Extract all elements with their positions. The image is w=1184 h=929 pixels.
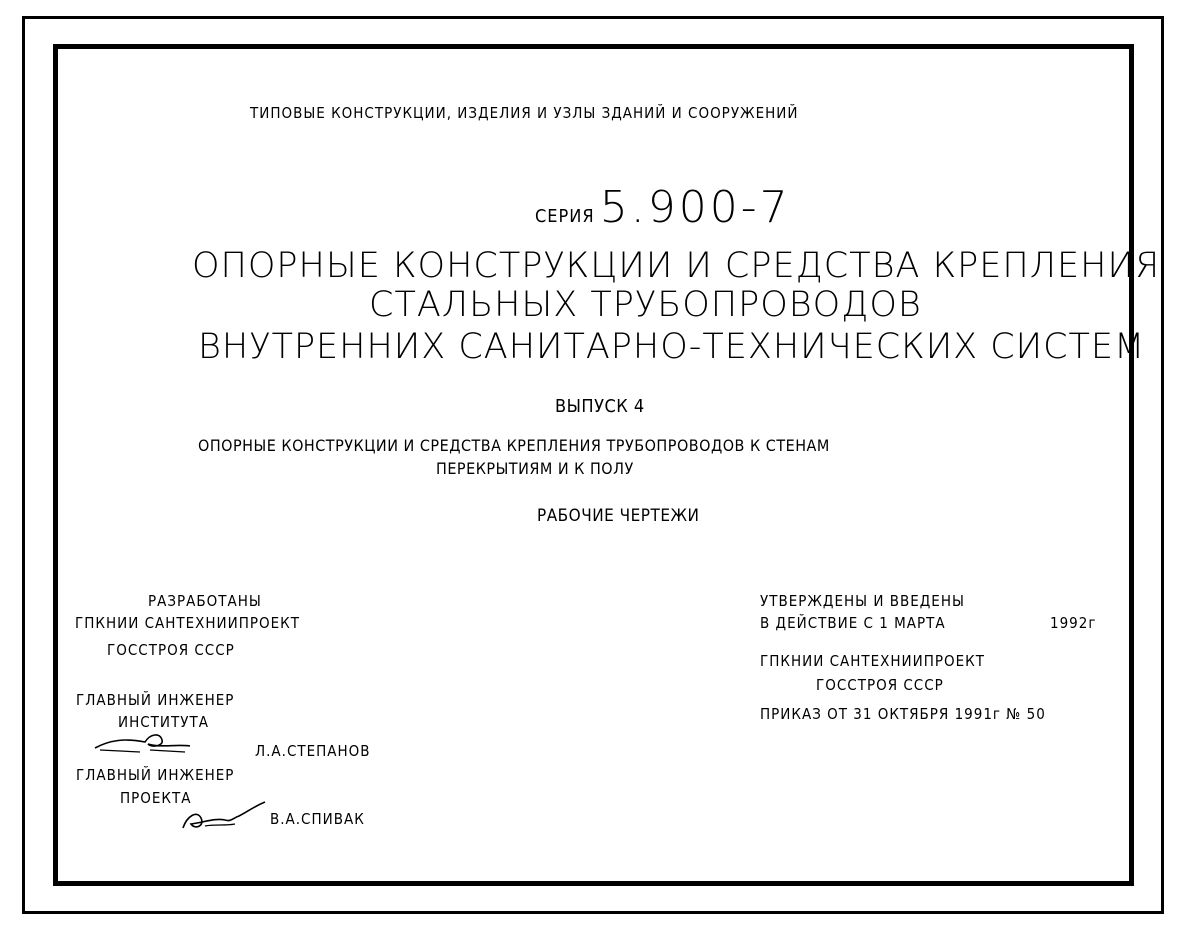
working-drawings-label: РАБОЧИЕ ЧЕРТЕЖИ <box>537 506 700 526</box>
issue-label: ВЫПУСК 4 <box>555 396 645 417</box>
approver-org: ГПКНИИ САНТЕХНИИПРОЕКТ <box>760 652 985 670</box>
series-line <box>535 182 791 233</box>
chief-engineer-institute-title-2: ИНСТИТУТА <box>118 713 209 731</box>
signature-chief-institute <box>90 730 200 760</box>
chief-engineer-project-title-2: ПРОЕКТА <box>120 789 192 807</box>
signature-chief-project <box>175 800 270 835</box>
developer-org-2: ГОССТРОЯ СССР <box>107 641 235 659</box>
approved-line-2: В ДЕЙСТВИЕ С 1 МАРТА <box>760 614 946 632</box>
subtitle-line-1: ОПОРНЫЕ КОНСТРУКЦИИ И СРЕДСТВА КРЕПЛЕНИЯ ТРУБОПРОВОДОВ К СТЕНАМ <box>198 436 830 455</box>
chief-engineer-institute-title-1: ГЛАВНЫЙ ИНЖЕНЕР <box>76 691 235 709</box>
subtitle-line-2: ПЕРЕКРЫТИЯМ И К ПОЛУ <box>436 459 634 478</box>
approved-year: 1992г <box>1050 614 1097 632</box>
approved-line-1: УТВЕРЖДЕНЫ И ВВЕДЕНЫ <box>760 592 965 610</box>
chief-engineer-project-name: В.А.СПИВАК <box>270 810 365 828</box>
title-line-2: СТАЛЬНЫХ ТРУБОПРОВОДОВ <box>369 285 922 325</box>
developer-org: ГПКНИИ САНТЕХНИИПРОЕКТ <box>75 614 300 632</box>
approval-order: ПРИКАЗ ОТ 31 ОКТЯБРЯ 1991г № 50 <box>760 705 1046 723</box>
title-line-3: ВНУТРЕННИХ САНИТАРНО-ТЕХНИЧЕСКИХ СИСТЕМ <box>198 327 1146 367</box>
chief-engineer-project-title-1: ГЛАВНЫЙ ИНЖЕНЕР <box>76 766 235 784</box>
series-number: 5.900-7 <box>599 182 791 233</box>
header-line: ТИПОВЫЕ КОНСТРУКЦИИ, ИЗДЕЛИЯ И УЗЛЫ ЗДАНИЙ И СООРУЖЕНИЙ <box>250 104 799 122</box>
developed-label: РАЗРАБОТАНЫ <box>148 592 262 610</box>
title-line-1: ОПОРНЫЕ КОНСТРУКЦИИ И СРЕДСТВА КРЕПЛЕНИЯ <box>192 246 1161 286</box>
series-label: СЕРИЯ <box>535 206 595 227</box>
chief-engineer-institute-name: Л.А.СТЕПАНОВ <box>255 742 371 760</box>
approver-org-2: ГОССТРОЯ СССР <box>816 676 944 694</box>
